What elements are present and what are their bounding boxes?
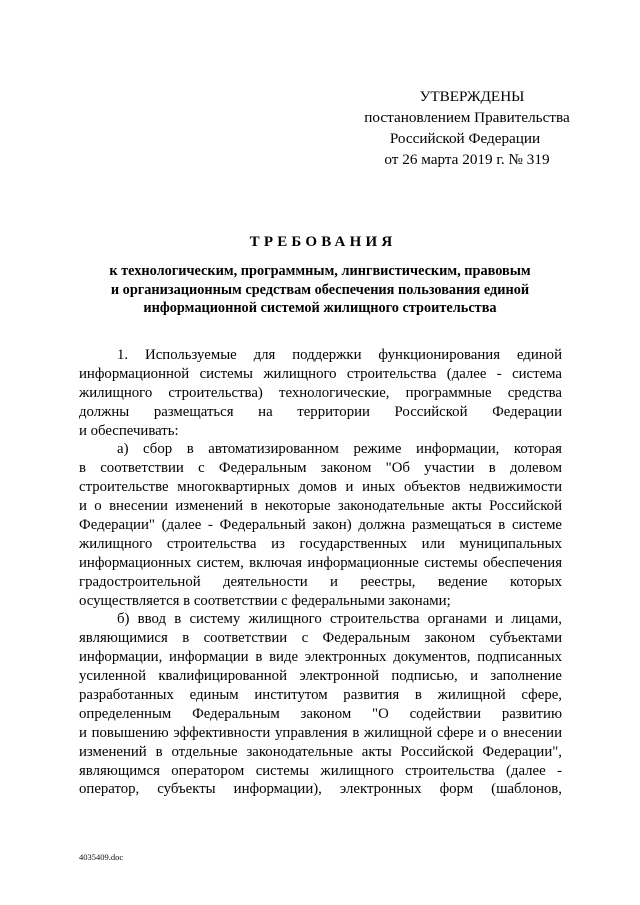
body-line: и о внесении изменений в некоторые законодательные акты Российской bbox=[79, 498, 562, 515]
body-line: осуществляется в соответствии с федеральными законами; bbox=[79, 592, 451, 609]
file-name-footer: 4035409.doc bbox=[79, 852, 124, 862]
approval-block bbox=[340, 86, 590, 170]
document-body bbox=[79, 346, 562, 799]
subtitle-line: к технологическим, программным, лингвистическим, правовым bbox=[109, 263, 531, 279]
document-title: ТРЕБОВАНИЯ bbox=[249, 234, 397, 250]
body-line: информации, информации в виде электронных документов, подписанных bbox=[79, 649, 562, 666]
body-line: и повышению эффективности управления в жилищной сфере и о внесении bbox=[79, 724, 562, 741]
subtitle-line: информационной системой жилищного строительства bbox=[143, 300, 497, 317]
body-line: б) ввод в систему жилищного строительства органами и лицами, bbox=[117, 611, 562, 628]
body-line: разработанных единым институтом развития в жилищной сфере, bbox=[79, 687, 562, 704]
approval-line-date: от 26 марта 2019 г. № 319 bbox=[384, 151, 550, 168]
body-line: а) сбор в автоматизированном режиме информации, которая bbox=[117, 441, 562, 458]
body-line: строительстве многоквартирных домов и иных объектов недвижимости bbox=[79, 479, 562, 496]
body-line: изменений в отдельные законодательные акты Российской Федерации", bbox=[79, 743, 562, 760]
body-line: являющимися в соответствии с Федеральным законом субъектами bbox=[79, 630, 562, 647]
body-line: информационной системы жилищного строительства (далее - система bbox=[79, 365, 562, 382]
body-line: жилищного строительства из государственных или муниципальных bbox=[79, 535, 562, 552]
approval-line-federation: Российской Федерации bbox=[389, 130, 541, 147]
body-line: определенным Федеральным законом "О содействии развитию bbox=[79, 705, 562, 722]
document-subtitle bbox=[70, 262, 570, 318]
body-line: оператор, субъекты информации), электронных форм (шаблонов, bbox=[79, 781, 562, 798]
approval-heading: УТВЕРЖДЕНЫ bbox=[419, 88, 525, 105]
body-line: 1. Используемые для поддержки функционирования единой bbox=[117, 347, 562, 363]
body-line: информационных систем, включая информационные системы обеспечения bbox=[79, 554, 562, 571]
body-line: градостроительной деятельности и реестры, ведение которых bbox=[79, 573, 562, 590]
body-line: и обеспечивать: bbox=[79, 422, 179, 439]
body-line: в соответствии с Федеральным законом "Об участии в долевом bbox=[79, 460, 562, 477]
body-line: жилищного строительства) технологические, программные средства bbox=[79, 384, 562, 401]
body-line: усиленной квалифицированной электронной подписью, и заполнение bbox=[79, 668, 562, 685]
body-line: являющимся оператором системы жилищного строительства (далее - bbox=[79, 762, 562, 779]
approval-line-resolution: постановлением Правительства bbox=[364, 109, 570, 126]
body-line: должны размещаться на территории Российской Федерации bbox=[79, 403, 562, 420]
body-line: Федерации" (далее - Федеральный закон) должна размещаться в системе bbox=[79, 517, 562, 534]
subtitle-line: и организационным средствам обеспечения пользования единой bbox=[110, 281, 530, 298]
